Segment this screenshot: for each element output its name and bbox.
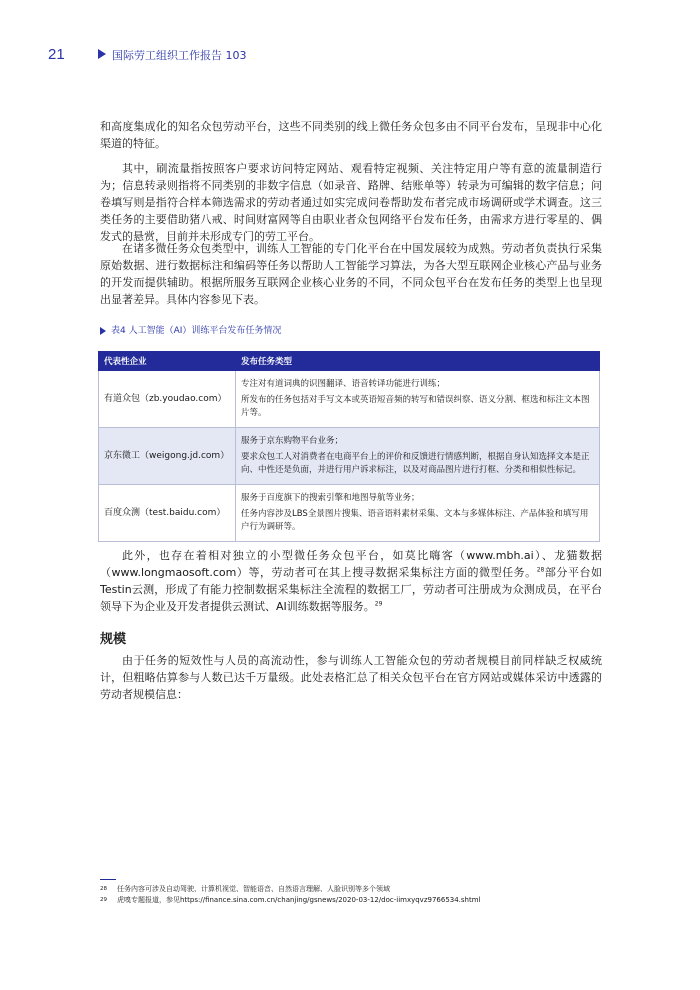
footnote-text: 虎嗅专题报道，参见https://finance.sina.com.cn/chanjing/gsnews/2020-03-12/doc-iimxyqvz9766534.shtml (117, 896, 481, 904)
paragraph-2: 其中，刷流量指按照客户要求访问特定网站、观看特定视频、关注特定用户等有意的流量制造行为；信息转录则指将不同类别的非数字信息（如录音、路牌、结账单等）转录为可编辑的数字信息；问卷填写则是指符合样本筛选需求的劳动者通过如实完成问卷帮助发布者完成市场调研或学术调查。这三类任务的主要借助猪八戒、时间财富网等自由职业者众包网络平台发布任务，由需求方进行零星的、偶发式的悬赏，目前并未形成专门的劳工平台。 (100, 162, 602, 243)
footnote-number: 28 (100, 886, 107, 892)
footnote (100, 884, 620, 895)
page-number: 21 (48, 46, 65, 63)
paragraph-4 (100, 547, 602, 615)
footnote-ref: 29 (374, 600, 383, 608)
footnote-text: 任务内容可涉及自动驾驶、计算机视觉、智能语音、自然语言理解、人脸识别等多个领域 (117, 885, 390, 893)
report-title: 国际劳工组织工作报告 103 (112, 49, 247, 62)
paragraph-1: 和高度集成化的知名众包劳动平台，这些不同类别的线上微任务众包多由不同平台发布，呈现非中心化渠道的特征。 (100, 120, 602, 150)
paragraph-5: 由于任务的短效性与人员的高流动性，参与训练人工智能众包的劳动者规模目前同样缺乏权威统计，但粗略估算参与人数已达千万量级。此处表格汇总了相关众包平台在官方网站或媒体采访中透露的劳动者规模信息： (100, 654, 602, 701)
play-arrow-icon (100, 327, 106, 335)
task-line: 任务内容涉及LBS全景图片搜集、语音语料素材采集、文本与多媒体标注、产品体验和填写用户行为调研等。 (241, 509, 589, 532)
paragraph-4-text: 此外，也存在着相对独立的小型微任务众包平台，如莫比嗨客（www.mbh.ai）、龙猫数据（www.longmaosoft.com）等，劳动者可在其上搜寻数据采集标注方面的微型任务。 (100, 549, 602, 579)
task-cell (236, 428, 600, 485)
paragraph-4-text-2: 部分平台如Testin云测，形成了有能力控制数据采集标注全流程的数据工厂，劳动者可注册成为众测成员，在平台领导下为企业及开发者提供云测试、AI训练数据等服务。 (100, 566, 603, 613)
table-row (99, 485, 600, 542)
table-caption (100, 323, 281, 336)
footnote (100, 895, 620, 906)
table-row (99, 371, 600, 428)
table-header-row (99, 352, 600, 371)
company-cell: 京东微工（weigong.jd.com） (99, 428, 236, 485)
section-heading: 规模 (100, 632, 127, 647)
play-arrow-icon (98, 49, 106, 59)
table-row (99, 428, 600, 485)
footnotes (100, 884, 620, 906)
task-line: 专注对有道词典的识图翻译、语音转译功能进行训练； (241, 379, 446, 389)
paragraph-3: 在诸多微任务众包类型中，训练人工智能的专门化平台在中国发展较为成熟。劳动者负责执行采集原始数据、进行数据标注和编码等任务以帮助人工智能学习算法，为各大型互联网企业核心产品与业务的开发而提供辅助。根据所服务互联网企业核心业务的不同，不同众包平台在发布任务的类型上也呈现出显著差异。具体内容参见下表。 (100, 242, 602, 306)
task-line: 所发布的任务包括对手写文本或英语短音频的转写和错误纠察、语义分割、框选和标注文本图片等。 (241, 395, 590, 418)
column-header-company: 代表性企业 (99, 352, 236, 371)
task-cell (236, 485, 600, 542)
footnote-ref: 28 (536, 566, 545, 574)
page-header (48, 44, 652, 68)
ai-platform-table (98, 351, 600, 542)
footnote-divider (100, 879, 116, 880)
company-cell: 有道众包（zb.youdao.com） (99, 371, 236, 428)
table-caption-text: 表4 人工智能（AI）训练平台发布任务情况 (111, 326, 282, 336)
task-line: 服务于百度旗下的搜索引擎和地图导航等业务； (241, 493, 420, 503)
task-line: 要求众包工人对消费者在电商平台上的评价和反馈进行情感判断，根据自身认知选择文本是正向、中性还是负面，并进行用户诉求标注，以及对商品图片进行打框、分类和相似性标记。 (241, 452, 590, 475)
task-cell (236, 371, 600, 428)
company-cell: 百度众测（test.baidu.com） (99, 485, 236, 542)
column-header-task-type: 发布任务类型 (236, 352, 600, 371)
footnote-number: 29 (100, 897, 107, 903)
task-line: 服务于京东购物平台业务； (241, 436, 344, 446)
